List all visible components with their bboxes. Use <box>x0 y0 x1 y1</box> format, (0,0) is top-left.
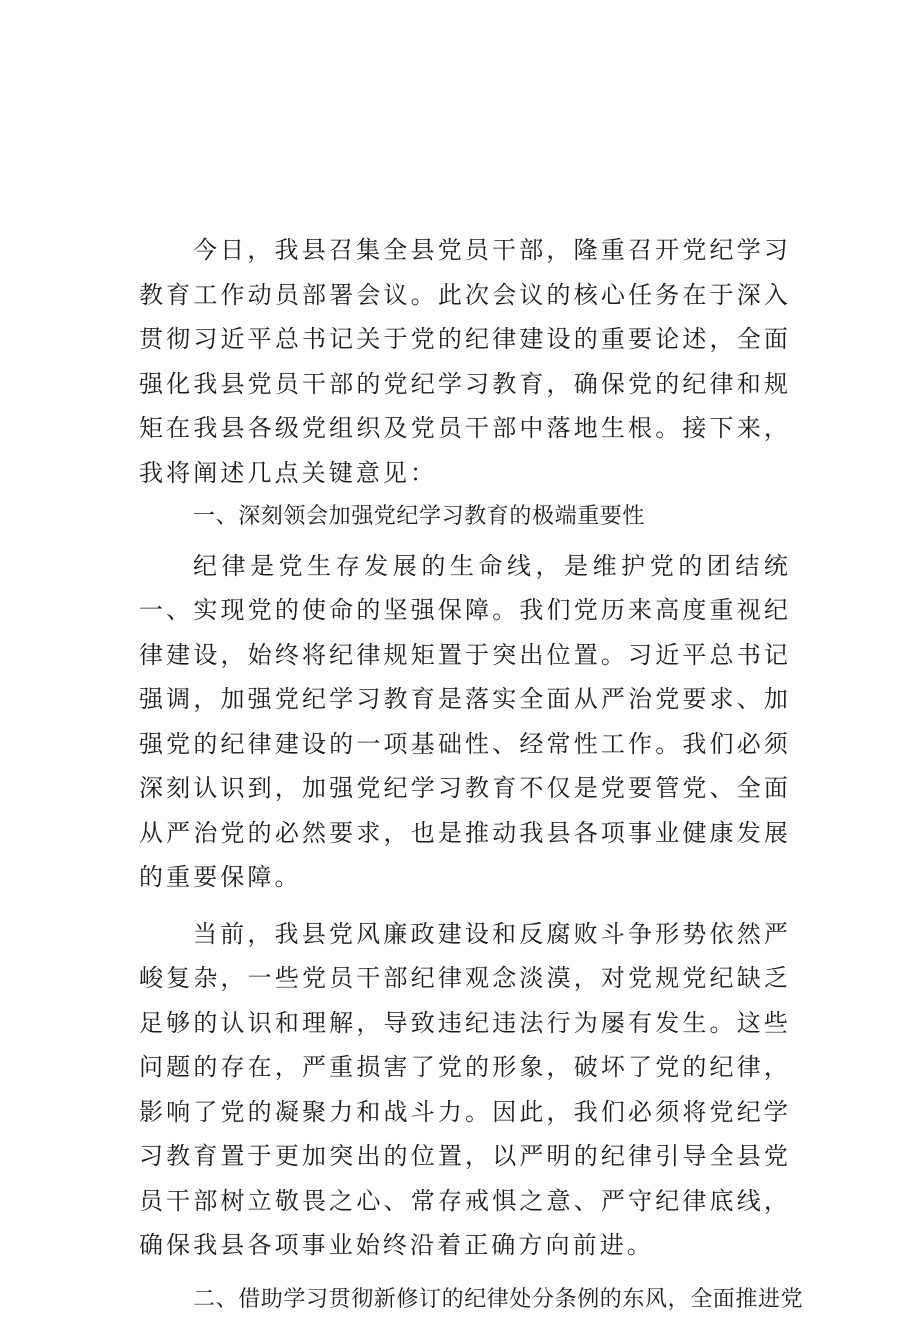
section-heading-1: 一、深刻领会加强党纪学习教育的极端重要性 <box>139 495 791 540</box>
intro-paragraph: 今日，我县召集全县党员干部，隆重召开党纪学习教育工作动员部署会议。此次会议的核心任务在于深入贯彻习近平总书记关于党的纪律建设的重要论述，全面强化我县党员干部的党纪学习教育，确保党的纪律和规矩在我县各级党组织及党员干部中落地生根。接下来，我将阐述几点关键意见： <box>139 228 791 495</box>
document-body <box>139 228 791 1322</box>
section-heading-2: 二、借助学习贯彻新修订的纪律处分条例的东风，全面推进党 <box>139 1278 791 1322</box>
section1-paragraph-2: 当前，我县党风廉政建设和反腐败斗争形势依然严峻复杂，一些党员干部纪律观念淡漠，对党规党纪缺乏足够的认识和理解，导致违纪违法行为屡有发生。这些问题的存在，严重损害了党的形象，破坏了党的纪律，影响了党的凝聚力和战斗力。因此，我们必须将党纪学习教育置于更加突出的位置，以严明的纪律引导全县党员干部树立敬畏之心、常存戒惧之意、严守纪律底线，确保我县各项事业始终沿着正确方向前进。 <box>139 912 791 1268</box>
section1-paragraph-1: 纪律是党生存发展的生命线，是维护党的团结统一、实现党的使命的坚强保障。我们党历来高度重视纪律建设，始终将纪律规矩置于突出位置。习近平总书记强调，加强党纪学习教育是落实全面从严治党要求、加强党的纪律建设的一项基础性、经常性工作。我们必须深刻认识到，加强党纪学习教育不仅是党要管党、全面从严治党的必然要求，也是推动我县各项事业健康发展的重要保障。 <box>139 544 791 900</box>
